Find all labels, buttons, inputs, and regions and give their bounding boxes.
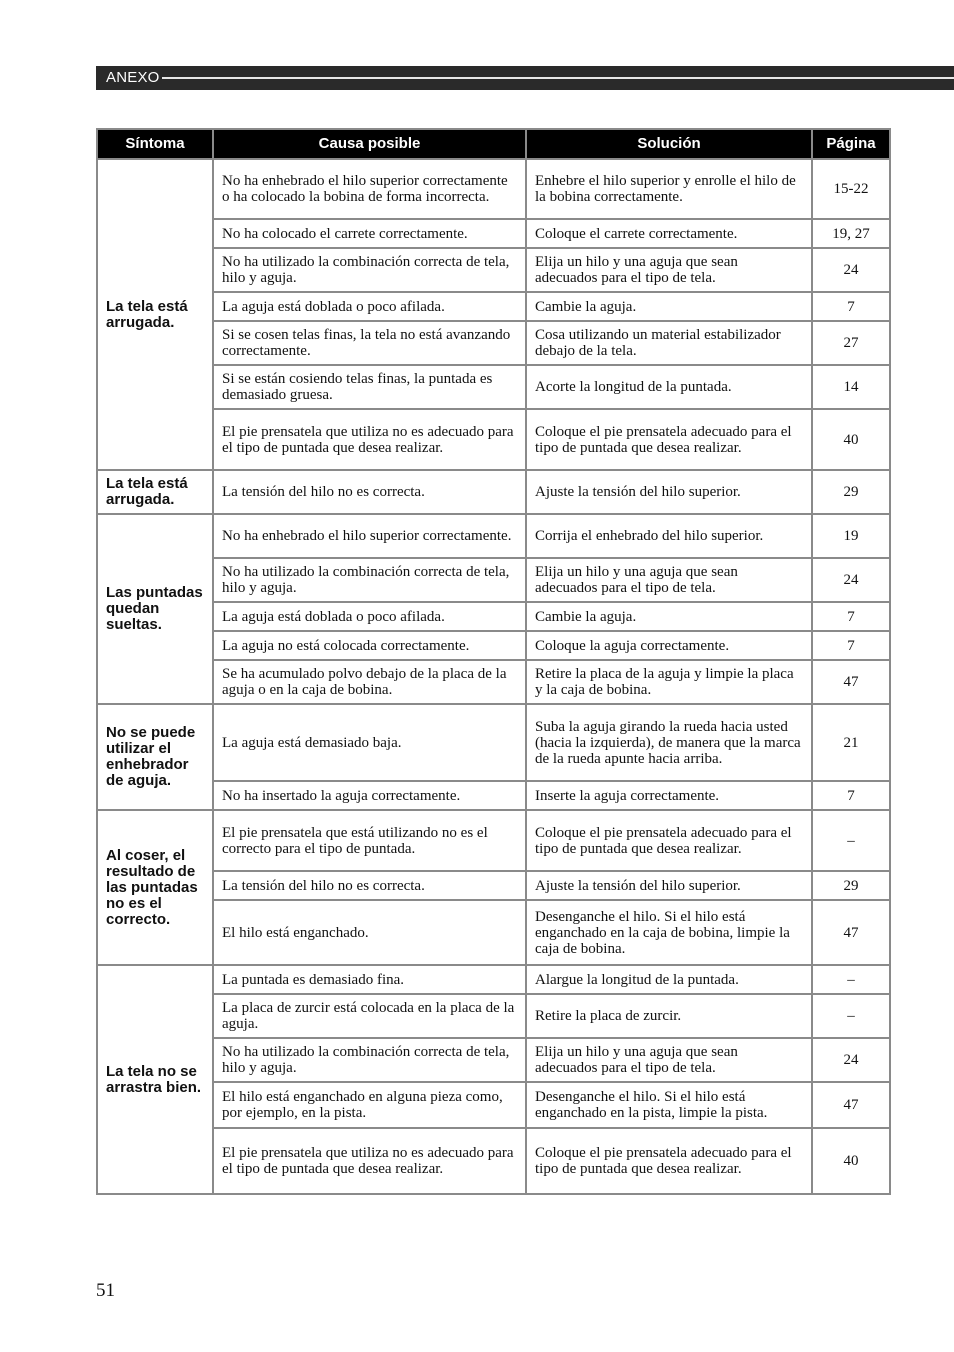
solution-cell: Coloque el carrete correctamente.	[526, 219, 812, 248]
section-header-band	[96, 66, 954, 90]
table-row	[97, 292, 890, 321]
page-cell: 29	[812, 470, 890, 514]
solution-cell: Acorte la longitud de la puntada.	[526, 365, 812, 409]
table-row	[97, 965, 890, 994]
page-cell: 7	[812, 781, 890, 810]
table-row	[97, 514, 890, 558]
solution-cell: Ajuste la tensión del hilo superior.	[526, 871, 812, 900]
cause-cell: La aguja está doblada o poco afilada.	[213, 292, 526, 321]
page-cell: 47	[812, 900, 890, 965]
table-row	[97, 321, 890, 365]
page-cell: 47	[812, 1082, 890, 1128]
page-cell: 19	[812, 514, 890, 558]
page-cell: 7	[812, 631, 890, 660]
cause-cell: La tensión del hilo no es correcta.	[213, 470, 526, 514]
solution-cell: Retire la placa de la aguja y limpie la placa y la caja de bobina.	[526, 660, 812, 704]
page-cell: 27	[812, 321, 890, 365]
page-cell: 15-22	[812, 159, 890, 219]
table-row	[97, 994, 890, 1038]
cause-cell: El pie prensatela que está utilizando no es el correcto para el tipo de puntada.	[213, 810, 526, 871]
page-cell: –	[812, 965, 890, 994]
cause-cell: No ha utilizado la combinación correcta de tela, hilo y aguja.	[213, 248, 526, 292]
cause-cell: La aguja está demasiado baja.	[213, 704, 526, 781]
solution-cell: Coloque el pie prensatela adecuado para el tipo de puntada que desea realizar.	[526, 409, 812, 470]
cause-cell: La aguja está doblada o poco afilada.	[213, 602, 526, 631]
table-row	[97, 631, 890, 660]
solution-cell: Coloque el pie prensatela adecuado para el tipo de puntada que desea realizar.	[526, 810, 812, 871]
solution-cell: Enhebre el hilo superior y enrolle el hilo de la bobina correctamente.	[526, 159, 812, 219]
cause-cell: El pie prensatela que utiliza no es adecuado para el tipo de puntada que desea realizar.	[213, 1128, 526, 1194]
table-row	[97, 781, 890, 810]
solution-cell: Elija un hilo y una aguja que sean adecuados para el tipo de tela.	[526, 1038, 812, 1082]
header-rule	[162, 77, 954, 79]
section-title: ANEXO	[106, 69, 160, 86]
page-cell: 7	[812, 292, 890, 321]
cause-cell: No ha colocado el carrete correctamente.	[213, 219, 526, 248]
column-header-cause: Causa posible	[213, 129, 526, 159]
cause-cell: La aguja no está colocada correctamente.	[213, 631, 526, 660]
table-row	[97, 660, 890, 704]
solution-cell: Corrija el enhebrado del hilo superior.	[526, 514, 812, 558]
table-row	[97, 602, 890, 631]
table-body	[97, 159, 890, 1194]
symptom-cell: La tela no se arrastra bien.	[97, 965, 213, 1194]
column-header-page: Página	[812, 129, 890, 159]
cause-cell: No ha enhebrado el hilo superior correctamente o ha colocado la bobina de forma incorrecta.	[213, 159, 526, 219]
table-row	[97, 365, 890, 409]
solution-cell: Coloque la aguja correctamente.	[526, 631, 812, 660]
cause-cell: No ha enhebrado el hilo superior correctamente.	[213, 514, 526, 558]
page-cell: 24	[812, 1038, 890, 1082]
page-cell: 40	[812, 409, 890, 470]
page-cell: 7	[812, 602, 890, 631]
page-cell: 24	[812, 558, 890, 602]
table-row	[97, 900, 890, 965]
page-cell: 40	[812, 1128, 890, 1194]
cause-cell: La puntada es demasiado fina.	[213, 965, 526, 994]
page-cell: 24	[812, 248, 890, 292]
solution-cell: Ajuste la tensión del hilo superior.	[526, 470, 812, 514]
solution-cell: Suba la aguja girando la rueda hacia usted (hacia la izquierda), de manera que la marca de la rueda apunte hacia arriba.	[526, 704, 812, 781]
table-row	[97, 219, 890, 248]
page-cell: 14	[812, 365, 890, 409]
solution-cell: Retire la placa de zurcir.	[526, 994, 812, 1038]
table-row	[97, 558, 890, 602]
symptom-cell: No se puede utilizar el enhebrador de aguja.	[97, 704, 213, 810]
cause-cell: El hilo está enganchado.	[213, 900, 526, 965]
cause-cell: La placa de zurcir está colocada en la placa de la aguja.	[213, 994, 526, 1038]
page-cell: –	[812, 810, 890, 871]
column-header-solution: Solución	[526, 129, 812, 159]
solution-cell: Inserte la aguja correctamente.	[526, 781, 812, 810]
symptom-cell: Las puntadas quedan sueltas.	[97, 514, 213, 704]
table-row	[97, 248, 890, 292]
solution-cell: Elija un hilo y una aguja que sean adecuados para el tipo de tela.	[526, 558, 812, 602]
cause-cell: El pie prensatela que utiliza no es adecuado para el tipo de puntada que desea realizar.	[213, 409, 526, 470]
table-header-row	[97, 129, 890, 159]
table-row	[97, 1128, 890, 1194]
page-cell: 47	[812, 660, 890, 704]
solution-cell: Coloque el pie prensatela adecuado para el tipo de puntada que desea realizar.	[526, 1128, 812, 1194]
table-row	[97, 409, 890, 470]
cause-cell: Se ha acumulado polvo debajo de la placa de la aguja o en la caja de bobina.	[213, 660, 526, 704]
solution-cell: Desenganche el hilo. Si el hilo está enganchado en la pista, limpie la pista.	[526, 1082, 812, 1128]
symptom-cell: Al coser, el resultado de las puntadas no es el correcto.	[97, 810, 213, 965]
cause-cell: La tensión del hilo no es correcta.	[213, 871, 526, 900]
page-number: 51	[96, 1280, 115, 1301]
cause-cell: El hilo está enganchado en alguna pieza como, por ejemplo, en la pista.	[213, 1082, 526, 1128]
cause-cell: No ha utilizado la combinación correcta de tela, hilo y aguja.	[213, 1038, 526, 1082]
solution-cell: Alargue la longitud de la puntada.	[526, 965, 812, 994]
solution-cell: Desenganche el hilo. Si el hilo está enganchado en la caja de bobina, limpie la caja de bobina.	[526, 900, 812, 965]
page-cell: –	[812, 994, 890, 1038]
table-row	[97, 470, 890, 514]
solution-cell: Cosa utilizando un material estabilizador debajo de la tela.	[526, 321, 812, 365]
column-header-symptom: Síntoma	[97, 129, 213, 159]
solution-cell: Cambie la aguja.	[526, 602, 812, 631]
table-row	[97, 1082, 890, 1128]
cause-cell: Si se están cosiendo telas finas, la puntada es demasiado gruesa.	[213, 365, 526, 409]
troubleshooting-table	[96, 128, 891, 1195]
solution-cell: Elija un hilo y una aguja que sean adecuados para el tipo de tela.	[526, 248, 812, 292]
table-row	[97, 159, 890, 219]
symptom-cell: La tela está arrugada.	[97, 159, 213, 470]
table-row	[97, 810, 890, 871]
table-row	[97, 704, 890, 781]
cause-cell: No ha utilizado la combinación correcta de tela, hilo y aguja.	[213, 558, 526, 602]
cause-cell: No ha insertado la aguja correctamente.	[213, 781, 526, 810]
table-row	[97, 1038, 890, 1082]
symptom-cell: La tela está arrugada.	[97, 470, 213, 514]
table-row	[97, 871, 890, 900]
page-cell: 29	[812, 871, 890, 900]
page-cell: 21	[812, 704, 890, 781]
solution-cell: Cambie la aguja.	[526, 292, 812, 321]
page-cell: 19, 27	[812, 219, 890, 248]
cause-cell: Si se cosen telas finas, la tela no está avanzando correctamente.	[213, 321, 526, 365]
